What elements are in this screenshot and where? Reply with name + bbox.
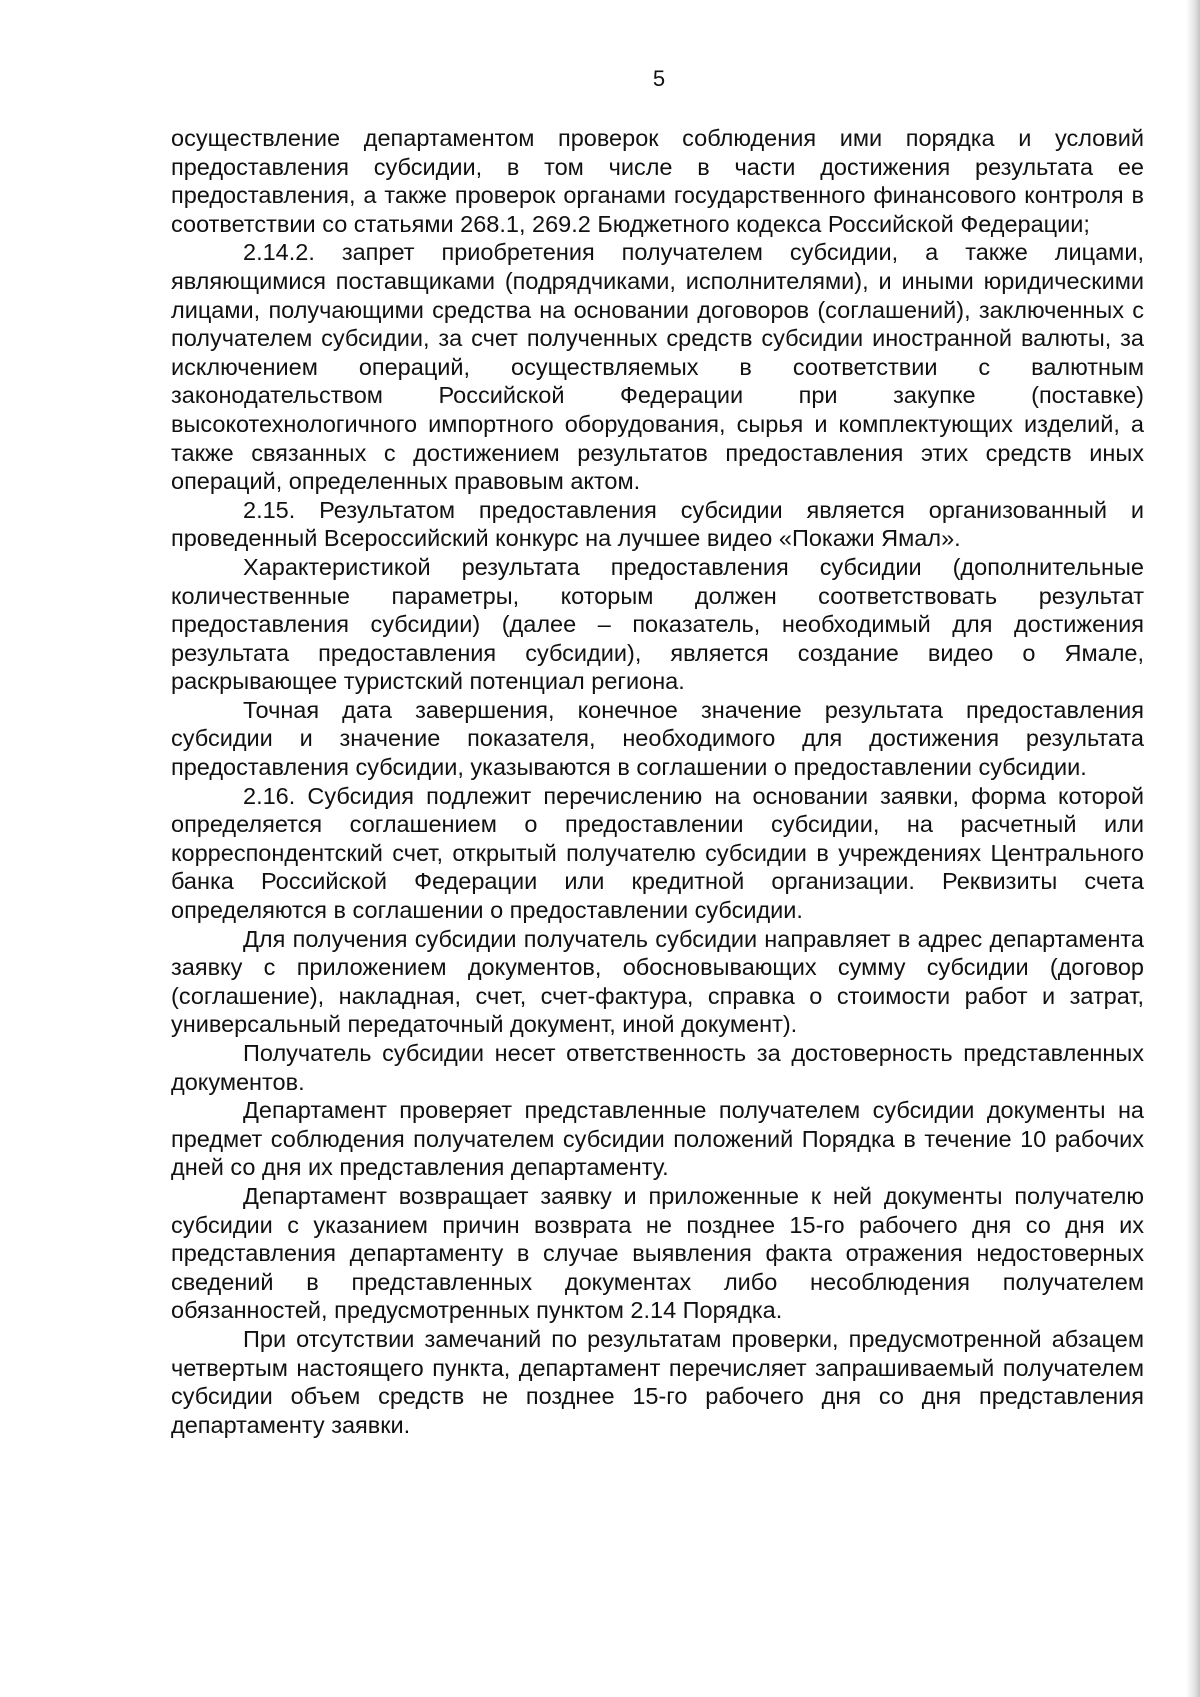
paragraph-completion-date: Точная дата завершения, конечное значение результата предоставления субсидии и значение показателя, необходимого для достижения результата предоставления субсидии, указываются в соглашении о предоставлении субсидии.	[171, 696, 1144, 781]
paragraph-2-16: 2.16. Субсидия подлежит перечислению на основании заявки, форма которой определяется соглашением о предоставлении субсидии, на расчетный или корреспондентский счет, открытый получателю субсидии в учреждениях Центрального банка Российской Федерации или кредитной организации. Реквизиты счета определяются в соглашении о предоставлении субсидии.	[171, 782, 1144, 924]
paragraph-2-15: 2.15. Результатом предоставления субсидии является организованный и проведенный Всероссийский конкурс на лучшее видео «Покажи Ямал».	[171, 496, 1144, 552]
paragraph-application: Для получения субсидии получатель субсидии направляет в адрес департамента заявку с приложением документов, обосновывающих сумму субсидии (договор (соглашение), накладная, счет, счет-фактура, справка о стоимости работ и затрат, универсальный передаточный документ, иной документ).	[171, 925, 1144, 1038]
paragraph-2-14-2: 2.14.2. запрет приобретения получателем субсидии, а также лицами, являющимися поставщиками (подрядчиками, исполнителями), и иными юридическими лицами, получающими средства на основании договоров (соглашений), заключенных с получателем субсидии, за счет полученных средств субсидии иностранной валюты, за исключением операций, осуществляемых в соответствии с валютным законодательством Российской Федерации при закупке (поставке) высокотехнологичного импортного оборудования, сырья и комплектующих изделий, а также связанных с достижением результатов предоставления этих средств иных операций, определенных правовым актом.	[171, 239, 1144, 495]
page-number: 5	[652, 66, 666, 91]
paragraph-continuation: осуществление департаментом проверок соблюдения ими порядка и условий предоставления субсидии, в том числе в части достижения результата ее предоставления, а также проверок органами государственного финансового контроля в соответствии со статьями 268.1, 269.2 Бюджетного кодекса Российской Федерации;	[171, 125, 1144, 237]
paragraph-return: Департамент возвращает заявку и приложенные к ней документы получателю субсидии с указанием причин возврата не позднее 15-го рабочего дня со дня их представления департаменту в случае выявления факта отражения недостоверных сведений в представленных документах либо несоблюдения получателем обязанностей, предусмотренных пунктом 2.14 Порядка.	[171, 1182, 1144, 1324]
paragraph-responsibility: Получатель субсидии несет ответственность за достоверность представленных документов.	[171, 1040, 1144, 1095]
document-body	[171, 124, 1144, 1439]
paragraph-transfer: При отсутствии замечаний по результатам проверки, предусмотренной абзацем четвертым настоящего пункта, департамент перечисляет запрашиваемый получателем субсидии объем средств не позднее 15-го рабочего дня со дня представления департаменту заявки.	[171, 1325, 1144, 1438]
paragraph-result-characteristic: Характеристикой результата предоставления субсидии (дополнительные количественные параметры, которым должен соответствовать результат предоставления субсидии) (далее – показатель, необходимый для достижения результата предоставления субсидии), является создание видео о Ямале, раскрывающее туристский потенциал региона.	[171, 553, 1144, 695]
paragraph-verification: Департамент проверяет представленные получателем субсидии документы на предмет соблюдения получателем субсидии положений Порядка в течение 10 рабочих дней со дня их представления департаменту.	[171, 1097, 1144, 1181]
page-edge-shadow	[1186, 0, 1200, 1697]
